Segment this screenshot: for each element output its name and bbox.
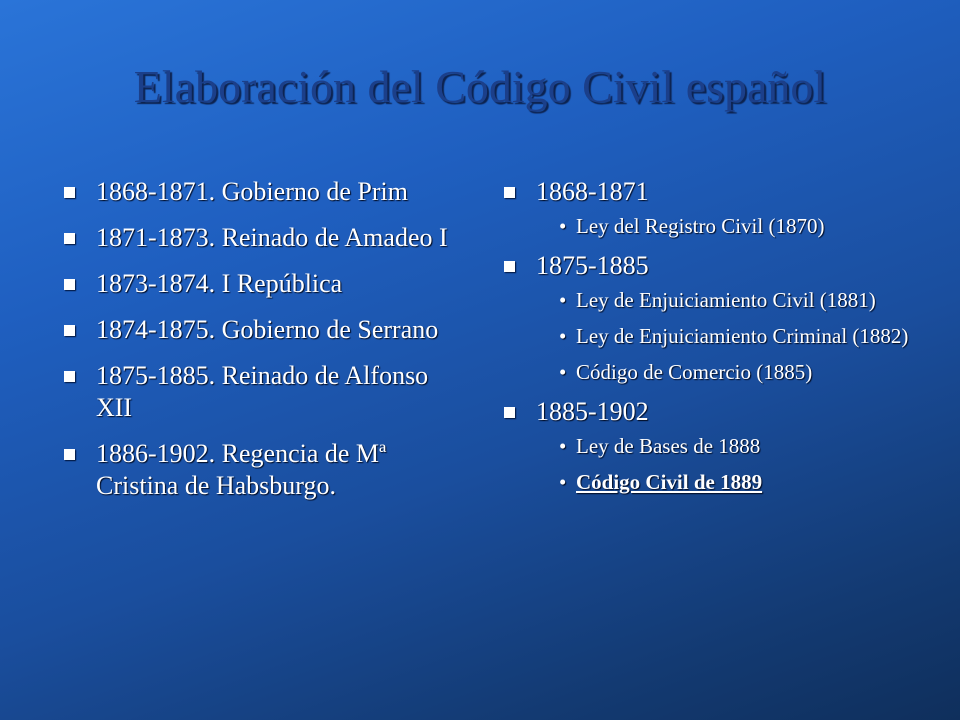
dot-bullet-icon: • (559, 434, 567, 458)
list-item (60, 438, 460, 502)
square-bullet-icon (504, 407, 515, 418)
list-item-text: 1868-1871. Gobierno de Prim (96, 177, 408, 206)
slide-title: Elaboración del Código Civil español (133, 61, 827, 112)
square-bullet-icon (64, 325, 75, 336)
period-label: 1868-1871 (536, 177, 649, 206)
period-label: 1875-1885 (536, 251, 649, 280)
dot-bullet-icon: • (559, 214, 567, 238)
sub-list-item-text: Código de Comercio (1885) (576, 360, 813, 384)
square-bullet-icon (64, 449, 75, 460)
sub-list (536, 288, 920, 385)
list-item-text: 1874-1875. Gobierno de Serrano (96, 315, 439, 344)
list-item (60, 360, 460, 424)
square-bullet-icon (64, 279, 75, 290)
square-bullet-icon (504, 187, 515, 198)
square-bullet-icon (64, 187, 75, 198)
list-item-text: 1873-1874. I República (96, 269, 343, 298)
period-item (500, 250, 920, 385)
sub-list (536, 434, 920, 495)
sub-list-item (536, 360, 920, 385)
left-bullet-list (60, 176, 460, 516)
sub-list-item-text: Código Civil de 1889 (576, 470, 763, 494)
list-item (60, 222, 460, 254)
list-item (60, 314, 460, 346)
list-item-text: 1871-1873. Reinado de Amadeo I (96, 223, 448, 252)
sub-list-item (536, 434, 920, 459)
dot-bullet-icon: • (559, 470, 567, 494)
sub-list-item (536, 288, 920, 313)
sub-list-item-text: Ley del Registro Civil (1870) (576, 214, 825, 238)
square-bullet-icon (504, 261, 515, 272)
right-bullet-list (500, 176, 920, 506)
dot-bullet-icon: • (559, 288, 567, 312)
list-item (60, 176, 460, 208)
sub-list-item (536, 324, 920, 349)
square-bullet-icon (64, 233, 75, 244)
sub-list-item-text: Ley de Enjuiciamiento Civil (1881) (576, 288, 876, 312)
period-label: 1885-1902 (536, 397, 649, 426)
sub-list-item-emphasized (536, 470, 920, 495)
dot-bullet-icon: • (559, 360, 567, 384)
dot-bullet-icon: • (559, 324, 567, 348)
list-item-text: 1875-1885. Reinado de Alfonso XII (96, 361, 429, 422)
period-item (500, 396, 920, 495)
sub-list-item (536, 214, 920, 239)
sub-list-item-text: Ley de Bases de 1888 (576, 434, 761, 458)
sub-list-item-text: Ley de Enjuiciamiento Criminal (1882) (576, 324, 909, 348)
period-item (500, 176, 920, 239)
sub-list (536, 214, 920, 239)
list-item (60, 268, 460, 300)
square-bullet-icon (64, 371, 75, 382)
list-item-text: 1886-1902. Regencia de Mª Cristina de Habsburgo. (96, 439, 387, 500)
